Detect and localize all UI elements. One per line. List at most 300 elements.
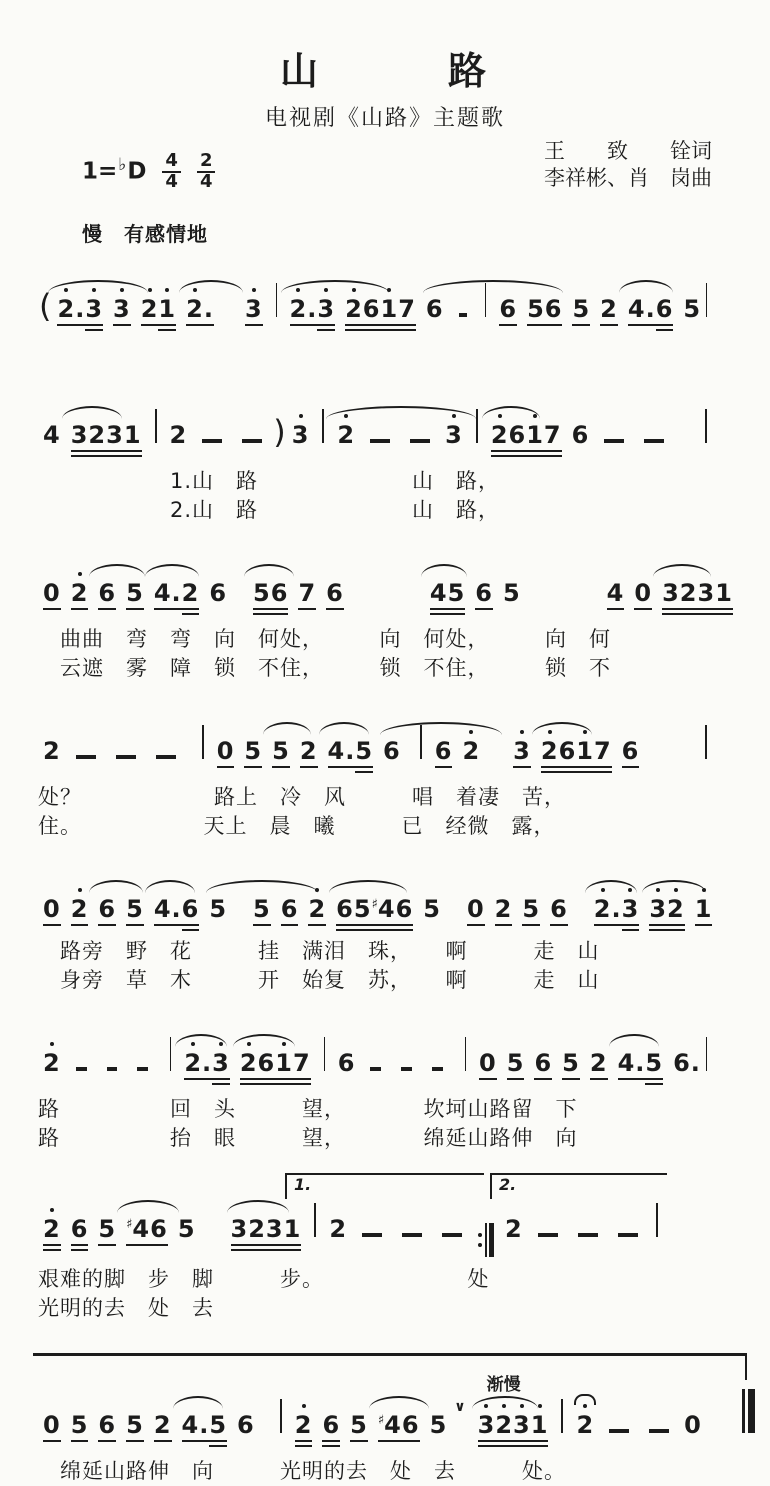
note-group	[621, 736, 640, 765]
duration-dash	[538, 1233, 558, 1237]
note: 5	[253, 894, 271, 923]
note-group	[462, 736, 481, 765]
note-group	[299, 736, 318, 765]
note-group	[170, 423, 188, 447]
note-group	[377, 1410, 420, 1439]
note: 7	[298, 578, 317, 607]
octave-dot	[674, 888, 678, 892]
note-group	[298, 578, 317, 607]
note: 2	[88, 421, 107, 449]
note: 5	[126, 894, 144, 923]
note-group	[477, 1410, 549, 1439]
note: 5	[177, 1214, 196, 1243]
note-group	[634, 578, 653, 607]
flat-icon: ♭	[118, 154, 127, 175]
note-group	[550, 894, 568, 923]
augmentation-dot: .	[171, 578, 182, 607]
note: 1	[695, 897, 713, 921]
note: 2	[462, 739, 480, 763]
slur-arc	[89, 880, 143, 893]
note-group	[43, 736, 61, 765]
lyrics-line: 路 回 头 望， 坎坷山路留 下	[38, 1096, 578, 1121]
octave-dot	[520, 1404, 524, 1408]
octave-dot	[533, 414, 537, 418]
sixteenth-underline	[182, 929, 200, 931]
rallentando-label: 渐慢	[486, 1374, 521, 1395]
note: 6	[326, 578, 344, 607]
note-group	[43, 894, 61, 923]
note: 2	[491, 423, 509, 447]
note: 2	[184, 1051, 202, 1075]
note: 6	[558, 736, 577, 765]
note-group	[527, 297, 562, 321]
thick-bar	[748, 1389, 755, 1433]
note-group	[43, 1214, 61, 1243]
octave-dot	[702, 888, 706, 892]
note-group	[336, 894, 414, 923]
slur-arc	[380, 722, 502, 735]
duration-dash	[107, 1067, 118, 1071]
note: 3	[212, 1051, 230, 1075]
note: 2	[589, 1048, 608, 1077]
octave-dot	[502, 1404, 506, 1408]
note: 6	[550, 894, 568, 923]
augmentation-dot: .	[199, 1410, 210, 1439]
note-group	[153, 894, 200, 923]
note: 1	[526, 423, 544, 447]
lyricist: 王 致 铨词	[544, 139, 712, 163]
note-group	[506, 1048, 525, 1077]
note: 2	[494, 894, 513, 923]
note-group	[308, 894, 327, 923]
note: 3	[70, 421, 89, 449]
note-group	[98, 578, 117, 607]
note: 2	[594, 897, 612, 921]
note: 6	[270, 578, 289, 607]
slur-arc	[179, 280, 243, 293]
note: 6	[182, 897, 200, 921]
slur-arc	[369, 1396, 429, 1409]
slur-arc	[244, 564, 294, 577]
duration-dash	[362, 1233, 382, 1237]
note-group	[423, 894, 441, 923]
duration-dash	[76, 1067, 87, 1071]
note: 5	[209, 1413, 227, 1437]
duration-dash	[578, 1233, 598, 1237]
note-group	[345, 297, 416, 321]
note-group	[184, 1048, 230, 1077]
note: 2	[43, 1217, 61, 1241]
octave-dot	[484, 1404, 488, 1408]
note: 5	[527, 295, 545, 323]
note: 5	[353, 894, 372, 923]
note: 5	[522, 894, 541, 923]
octave-dot	[299, 414, 303, 418]
octave-dot	[120, 288, 124, 292]
music-system-2	[0, 391, 770, 525]
note: 1	[576, 739, 594, 763]
note: 2	[495, 1413, 513, 1437]
note: 4	[627, 295, 646, 323]
close-paren: )	[273, 413, 286, 451]
lyrics-line: 处？ 路上 冷 风 唱 着凄 苦，	[38, 784, 566, 809]
note: 5	[506, 1048, 525, 1077]
note: 1	[275, 1051, 293, 1075]
octave-dot	[165, 288, 169, 292]
duration-dash	[76, 755, 96, 759]
note-group	[153, 578, 200, 607]
note-group	[43, 1410, 61, 1439]
octave-dot	[324, 288, 328, 292]
slur-arc	[482, 406, 540, 419]
fermata-icon	[574, 1394, 596, 1405]
note-group	[606, 578, 625, 607]
note-group	[153, 1410, 172, 1439]
sixteenth-underline	[182, 613, 200, 615]
note: 6	[98, 1410, 117, 1439]
note: 0	[634, 578, 653, 607]
slur-arc	[421, 564, 467, 577]
lyrics-line: 艰难的脚 步 脚 步。 处	[38, 1266, 490, 1291]
note-group	[71, 423, 142, 447]
key-signature	[82, 152, 215, 192]
note-group	[600, 297, 618, 321]
lyrics-line: 云遮 雾 障 锁 不住， 锁 不住， 锁 不	[38, 655, 611, 680]
open-paren: (	[39, 287, 52, 325]
repeat-dot	[478, 1243, 482, 1247]
note-group	[126, 1214, 168, 1243]
sixteenth-underline	[85, 329, 103, 331]
repeat-barline	[478, 1223, 494, 1257]
note-group	[628, 297, 674, 321]
thin-bar	[485, 1223, 487, 1257]
note: 5	[683, 295, 702, 323]
duration-dash	[401, 1067, 412, 1071]
octave-dot	[520, 730, 524, 734]
note: 6	[395, 894, 414, 923]
note-group	[337, 423, 355, 447]
notes-row	[38, 567, 733, 609]
note: 6	[336, 894, 354, 923]
note-group	[181, 1410, 228, 1439]
note: 5	[502, 578, 521, 607]
note-group	[429, 578, 466, 607]
barline	[155, 409, 157, 443]
note: 6	[508, 421, 527, 449]
thin-bar	[742, 1389, 745, 1433]
note-group	[253, 894, 271, 923]
note: 6	[434, 736, 453, 765]
note-group	[562, 1048, 580, 1077]
note-group	[253, 578, 289, 607]
note: 2	[667, 897, 685, 921]
barline	[705, 725, 707, 759]
augmentation-dot: .	[203, 295, 214, 323]
note-group	[572, 423, 590, 447]
note-group	[434, 736, 453, 765]
note: 6	[475, 578, 493, 607]
duration-dash	[370, 1067, 381, 1071]
note: 6	[280, 894, 299, 923]
note-group	[649, 894, 685, 923]
credits	[544, 138, 712, 193]
lyrics-line: 绵延山路伸 向 光明的去 处 去 处。	[38, 1458, 566, 1483]
note-group	[126, 1410, 144, 1439]
notes-row	[38, 725, 715, 767]
octave-dot	[191, 1042, 195, 1046]
slur-arc	[173, 1396, 223, 1409]
duration-dash	[116, 755, 136, 759]
note: 1	[283, 1214, 302, 1243]
note-group	[294, 1410, 313, 1439]
duration-dash	[202, 439, 222, 443]
note-group	[326, 578, 344, 607]
note: 3	[478, 1413, 496, 1437]
music-system-4	[0, 707, 770, 841]
note: 2	[57, 297, 75, 321]
note: 2	[182, 581, 200, 605]
note: 2	[71, 581, 89, 605]
note-group	[683, 297, 701, 321]
note: 2	[541, 739, 559, 763]
augmentation-dot: .	[635, 1048, 646, 1077]
music-system-8	[0, 1345, 770, 1486]
note: 5	[70, 1410, 89, 1439]
octave-dot	[219, 1042, 223, 1046]
note: 5	[572, 295, 591, 323]
note-group	[98, 894, 117, 923]
note: 1	[123, 421, 142, 449]
music-system-1	[0, 265, 770, 325]
note-group	[383, 736, 401, 765]
score	[0, 265, 770, 1486]
augmentation-dot: .	[645, 295, 656, 323]
sixteenth-underline	[212, 1083, 230, 1085]
slur-arc	[145, 880, 195, 893]
note: 6	[499, 295, 518, 323]
note-group	[589, 1048, 608, 1077]
octave-dot	[247, 1042, 251, 1046]
note-group	[522, 894, 541, 923]
note: 5	[355, 739, 373, 763]
octave-dot	[193, 288, 197, 292]
lyrics-line: 光明的去 处 去	[38, 1295, 214, 1320]
note-group	[694, 894, 713, 923]
note: 6	[257, 1048, 276, 1077]
slur-arc	[62, 406, 122, 419]
octave-dot	[78, 888, 82, 892]
note: 0	[43, 894, 61, 923]
song-title: 山 路	[279, 49, 490, 93]
augmentation-dot: .	[307, 295, 318, 323]
note: 6	[571, 421, 590, 449]
slur-arc	[423, 280, 563, 293]
note: 0	[684, 1410, 702, 1439]
note-group	[499, 297, 517, 321]
note-group	[429, 1410, 448, 1439]
note: 3	[317, 297, 335, 321]
notes-row	[38, 883, 715, 921]
note-group	[505, 1214, 523, 1243]
octave-dot	[538, 1404, 542, 1408]
key-prefix: 1=	[82, 158, 118, 185]
notes-row	[38, 1037, 715, 1079]
note-group	[244, 736, 263, 765]
note-group	[593, 894, 640, 923]
note: 4	[153, 894, 172, 923]
note: 6	[70, 1214, 89, 1243]
lyrics-block	[38, 1265, 715, 1323]
octave-dot	[601, 888, 605, 892]
augmentation-dot: .	[690, 1048, 701, 1077]
slur-arc	[206, 880, 318, 893]
note: 2	[329, 1214, 348, 1243]
octave-dot	[656, 888, 660, 892]
note: 5	[253, 578, 271, 607]
key-note: D	[127, 158, 147, 185]
volta-continuation-line	[33, 1353, 747, 1356]
octave-dot	[315, 888, 319, 892]
note: 5	[272, 736, 290, 765]
note: 3	[513, 739, 531, 763]
note: 6	[322, 1410, 341, 1439]
note-group	[43, 1048, 61, 1077]
note-group	[280, 894, 299, 923]
note: 2	[290, 297, 308, 321]
music-system-6	[0, 1019, 770, 1153]
notes-row	[38, 1374, 755, 1441]
note: 6	[98, 894, 117, 923]
meta-row	[0, 138, 770, 208]
note: 5	[350, 1410, 368, 1439]
note-group	[466, 894, 485, 923]
note: 3	[245, 297, 263, 321]
barline	[280, 1399, 282, 1433]
octave-dot	[64, 288, 68, 292]
sharp-icon: ♯	[126, 1216, 133, 1232]
octave-dot	[50, 1042, 54, 1046]
sixteenth-underline	[209, 1445, 227, 1447]
note: 4	[153, 578, 172, 607]
repeat-dot	[478, 1233, 482, 1237]
composer: 李祥彬、肖 岗曲	[544, 166, 712, 191]
note: 5	[98, 1214, 117, 1243]
music-system-3	[0, 549, 770, 683]
lyrics-block	[38, 937, 715, 995]
note-group	[329, 1214, 348, 1243]
barline	[322, 409, 324, 443]
lyrics-block	[38, 1457, 755, 1486]
slur-arc	[263, 722, 311, 735]
notes-row	[38, 283, 715, 325]
note: 6	[425, 295, 444, 323]
octave-dot	[92, 288, 96, 292]
lyrics-line: 住。 天上 晨 曦 已 经微 露，	[38, 813, 556, 838]
note-group	[70, 1410, 89, 1439]
note: ♯4	[377, 1410, 402, 1439]
octave-dot	[548, 730, 552, 734]
note: 2	[248, 1214, 266, 1243]
note: 5	[126, 1410, 144, 1439]
note: 6	[150, 1214, 168, 1243]
note: 0	[216, 736, 235, 765]
octave-dot	[296, 288, 300, 292]
augmentation-dot: .	[611, 894, 622, 923]
duration-dash	[604, 439, 624, 443]
note-group	[177, 1214, 196, 1243]
note: 2	[141, 297, 159, 321]
duration-dash	[649, 1429, 669, 1433]
note-group	[475, 578, 493, 607]
barline	[170, 1037, 171, 1071]
note-group	[494, 894, 513, 923]
note: 7	[292, 1048, 311, 1077]
breath-mark: ∨	[454, 1398, 466, 1415]
note: 2	[71, 897, 89, 921]
duration-dash	[644, 439, 664, 443]
duration-dash	[410, 439, 430, 443]
note: 3	[697, 578, 716, 607]
slur-arc	[145, 564, 199, 577]
note: 6	[362, 295, 381, 323]
note-group	[70, 894, 89, 923]
repeat-dots	[478, 1233, 482, 1247]
duration-dash	[459, 313, 468, 317]
lyrics-block	[38, 625, 715, 683]
sharp-icon: ♯	[377, 1412, 385, 1428]
note: 3	[230, 1214, 249, 1243]
octave-dot	[583, 730, 587, 734]
note: 1	[158, 297, 176, 321]
lyrics-block	[38, 783, 715, 841]
note-group	[209, 578, 228, 607]
slur-arc	[48, 280, 148, 293]
note-group	[57, 297, 103, 321]
note-group	[216, 736, 235, 765]
note-group	[426, 297, 444, 321]
note: 2	[505, 1214, 523, 1243]
note: 4	[43, 421, 61, 449]
note: 6	[209, 578, 228, 607]
duration-dash	[402, 1233, 422, 1237]
note-group	[491, 423, 562, 447]
note: 5	[645, 1051, 663, 1075]
barline	[314, 1203, 316, 1237]
slur-arc	[227, 1200, 289, 1213]
note-group	[534, 1048, 553, 1077]
octave-dot	[78, 572, 82, 576]
note-group	[126, 894, 144, 923]
note-group	[245, 297, 263, 321]
note-group	[272, 736, 290, 765]
lyrics-block	[38, 1095, 715, 1153]
note: 3	[445, 423, 463, 447]
note: 2	[299, 736, 318, 765]
barline	[476, 409, 478, 443]
note: 1	[715, 578, 733, 607]
note-group	[209, 894, 228, 923]
slur-arc	[329, 880, 407, 893]
note: 7	[593, 736, 612, 765]
note: 0	[466, 894, 485, 923]
note: ♯4	[126, 1214, 151, 1243]
sharp-icon: ♯	[371, 896, 378, 912]
octave-dot	[452, 414, 456, 418]
sixteenth-underline	[317, 329, 335, 331]
duration-dash	[370, 439, 390, 443]
note: 6	[337, 1048, 356, 1077]
note: 3	[113, 297, 131, 321]
